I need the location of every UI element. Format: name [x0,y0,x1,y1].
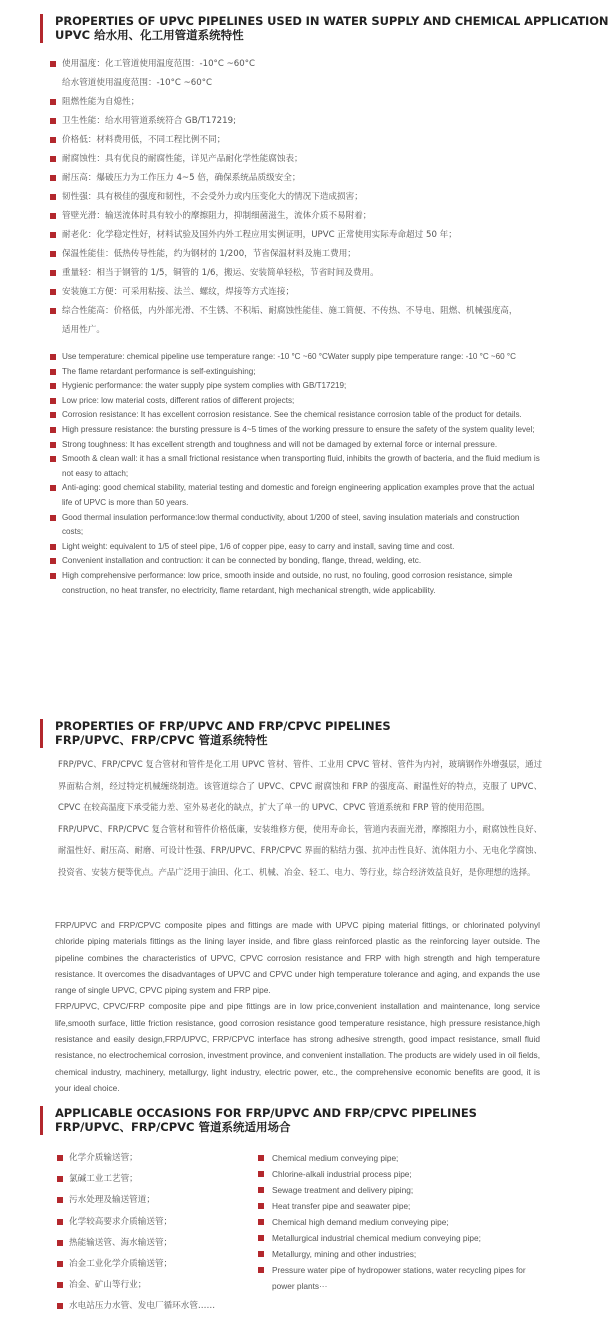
bullet-square-icon [50,137,56,143]
list-item-text: Chemical high demand medium conveying pipe; [272,1217,449,1227]
bullet-square-icon [258,1267,264,1273]
bullet-square-icon [258,1219,264,1225]
bullet-square-icon [50,398,56,404]
list-item-text: 水电站压力水管、发电厂循环水管…… [69,1301,216,1312]
bullet-square-icon [50,485,56,491]
list-item-text: Chlorine-alkali industrial process pipe; [272,1169,412,1179]
bullet-square-icon [50,118,56,124]
list-item [50,511,540,540]
section-title-en: APPLICABLE OCCASIONS FOR FRP/UPVC AND FRP/CPVC PIPELINES [55,1106,477,1120]
list-item [57,1169,257,1190]
paragraph: FRP/UPVC、FRP/CPVC 复合管材和管件价格低廉，安装维修方便，使用寿命长，管道内表面光滑，摩擦阻力小，耐腐蚀性良好、耐温性好、耐压高、耐磨、可设计性强、FRP/UPVC、FRP/CPVC 界面的粘结力强、抗冲击性良好、流体阻力小、无电化学腐蚀、投资省、安装方便等优点。产品广泛用于油田、化工、机械、冶金、轻工、电力、等行业，综合经济效益良好，是你理想的选择。 [58,823,542,877]
list-item-text: 化学较高要求介质输送管； [69,1216,173,1227]
list-item [50,131,550,150]
list-item-text: 耐腐蚀性：具有优良的耐腐性能，详见产品耐化学性能腐蚀表； [62,154,303,164]
list-item-text: Chemical medium conveying pipe; [272,1153,399,1163]
list-item [50,350,540,365]
list-item-text: Convenient installation and contruction: it can be connected by bonding, flange, thread, welding, etc. [62,556,422,566]
section-title-en: PROPERTIES OF UPVC PIPELINES USED IN WATER SUPPLY AND CHEMICAL APPLICATION [55,14,609,28]
bullet-square-icon [50,61,56,67]
list-item-text: 氯碱工业工艺管； [69,1174,138,1185]
bullet-square-icon [50,354,56,360]
section-title-en: PROPERTIES OF FRP/UPVC AND FRP/CPVC PIPELINES [55,719,391,733]
list-item-text: Low price: low material costs, different ratios of different projects; [62,395,295,405]
list-item-text: High comprehensive performance: low price, smooth inside and outside, no rust, no fouling, good corrosion resistance, simple construction, no heat transfer, no electricity, flame retardant, high mechanical strength, wide applicability. [62,570,513,595]
bullet-square-icon [50,99,56,105]
list-item [57,1254,257,1275]
list-item [50,188,550,207]
list-item-text: 化学介质输送管； [69,1153,138,1163]
bullet-square-icon [57,1176,63,1182]
bullet-square-icon [50,412,56,418]
bullet-square-icon [57,1282,63,1288]
list-item-text: 重量轻：相当于钢管的 1/5，铜管的 1/6，搬运、安装简单轻松，节省时间及费用。 [62,268,379,278]
list-item-text: Pressure water pipe of hydropower stations, water recycling pipes for power plants··· [272,1265,526,1291]
list-item [50,554,540,569]
list-item [258,1198,526,1214]
bullet-square-icon [50,156,56,162]
list-item [57,1212,257,1233]
bullet-square-icon [50,558,56,564]
list-item-text: 冶金、矿山等行业； [69,1280,147,1291]
list-item-text: 使用温度：化工管道使用温度范围：-10°C ~60°C [62,59,255,69]
bullet-square-icon [57,1240,63,1246]
section-title-zh: FRP/UPVC、FRP/CPVC 管道系统适用场合 [55,1120,291,1134]
list-item-text: 韧性强：具有极佳的强度和韧性，不会受外力或内压变化大的情况下造成损害； [62,192,363,202]
list-item [50,302,550,340]
list-item [258,1230,526,1246]
list-item [50,379,540,394]
list-item-text: 污水处理及输送管道； [69,1195,155,1206]
list-item [50,112,550,131]
occasions-zh-list [57,1148,257,1318]
section-title-zh: UPVC 给水用、化工用管道系统特性 [55,28,244,42]
list-item-text: 耐老化：化学稳定性好，材料试验及国外内外工程应用实例证明，UPVC 正常使用实际寿命超过 50 年； [62,230,457,240]
list-item [50,264,550,283]
list-item-text: Metallurgical industrial chemical medium conveying pipe; [272,1233,481,1243]
list-item-text: Strong toughness: It has excellent strength and toughness and will not be damaged by external force or internal pressure. [62,439,498,449]
bullet-square-icon [50,515,56,521]
list-item [50,150,550,169]
section-heading-upvc [40,14,608,43]
list-item [50,408,540,423]
section-heading-occasions [40,1106,477,1135]
list-item [258,1262,526,1294]
bullet-square-icon [50,544,56,550]
list-item-text: Hygienic performance: the water supply pipe system complies with GB/T17219; [62,381,347,391]
list-item-text: The flame retardant performance is self-extinguishing; [62,366,256,376]
list-item-text: Anti-aging: good chemical stability, material testing and domestic and foreign engineering application examples prove that the actual life of UPVC is more than 50 years. [62,483,535,507]
list-item-text: Good thermal insulation performance:low thermal conductivity, about 1/200 of steel, saving insulation materials and construction costs; [62,512,520,537]
list-item-text: 耐压高：爆破压力为工作压力 4~5 倍，确保系统品质级安全； [62,173,301,183]
list-item [50,540,540,555]
bullet-square-icon [50,573,56,579]
list-item [57,1275,257,1296]
list-item-text: 保温性能佳：低热传导性能，约为钢材的 1/200，节省保温材料及施工费用； [62,249,356,259]
list-item-text: Corrosion resistance: It has excellent corrosion resistance. See the chemical resistance corrosion table of the product for details. [62,410,522,420]
list-item [50,365,540,380]
bullet-square-icon [50,213,56,219]
occasions-en-list [258,1150,526,1294]
list-item [50,245,550,264]
list-item-text: Heat transfer pipe and seawater pipe; [272,1201,411,1211]
bullet-square-icon [50,289,56,295]
bullet-square-icon [50,270,56,276]
list-item [50,438,540,453]
list-item-text: Metallurgy, mining and other industries; [272,1249,417,1259]
bullet-square-icon [50,251,56,257]
list-item [258,1214,526,1230]
list-item-subtext: 适用性广。 [62,325,105,335]
list-item [50,93,550,112]
bullet-square-icon [258,1171,264,1177]
bullet-square-icon [50,442,56,448]
list-item [50,169,550,188]
list-item-text: 价格低：材料费用低，不同工程比例不同； [62,135,226,145]
list-item [258,1182,526,1198]
upvc-properties-zh-list [50,55,550,340]
list-item [57,1233,257,1254]
bullet-square-icon [258,1155,264,1161]
list-item [50,226,550,245]
list-item [50,481,540,510]
list-item-subtext: Water supply pipe temperature range: -10 °C ~60 °C [327,352,516,361]
upvc-properties-en-list [50,350,540,598]
bullet-square-icon [258,1235,264,1241]
list-item-subtext: 给水管道使用温度范围：-10°C ~60°C [62,78,213,88]
paragraph: FRP/UPVC and FRP/CPVC composite pipes and fittings are made with UPVC piping material fittings, or chlorinated polyvinyl chloride piping materials fittings as the lining layer inside, and fibre glass reinforced plastic as the reinforcing layer outside. The pipeline combines the characteristics of UPVC, CPVC corrosion resistance and FRP with high strength and high temperature resistance. It overcomes the disadvantages of UPVC and CPVC under high temperature tolerance and aging, and expands the use range of single UPVC, CPVC piping system and FRP pipe. [55,920,540,996]
list-item-text: Sewage treatment and delivery piping; [272,1185,414,1195]
list-item [50,423,540,438]
bullet-square-icon [50,232,56,238]
list-item [258,1246,526,1262]
list-item [57,1148,257,1169]
bullet-square-icon [57,1219,63,1225]
list-item [50,207,550,226]
bullet-square-icon [50,427,56,433]
bullet-square-icon [57,1197,63,1203]
paragraph: FRP/UPVC, CPVC/FRP composite pipe and pipe fittings are in low price,convenient installation and maintenance, long service life,smooth surface, little friction resistance, good corrosion resistance good temperature resistance, high pressure resistance,high resistance and easily design,FRP/UPVC, FRP/CPVC interface has strong adhesive strength, good impact resistance, small fluid resistance, no electrochemical corrosion, investment province, and convenient installation. The products are widely used in oil fields, chemical industry, machinery, metallurgy, light industry, electric power, etc., the comprehensive economic benefits are good, it is your ideal choice. [55,1001,541,1093]
list-item-text: Light weight: equivalent to 1/5 of steel pipe, 1/6 of copper pipe, easy to carry and install, saving time and cost. [62,541,455,551]
list-item [50,283,550,302]
list-item-text: Use temperature: chemical pipeline use temperature range: -10 °C ~60 °C [62,352,328,361]
bullet-square-icon [50,194,56,200]
bullet-square-icon [57,1303,63,1309]
bullet-square-icon [258,1187,264,1193]
list-item [57,1190,257,1211]
bullet-square-icon [50,175,56,181]
bullet-square-icon [57,1261,63,1267]
list-item [50,452,540,481]
list-item [50,394,540,409]
bullet-square-icon [50,369,56,375]
list-item-text: 阻燃性能为自熄性； [62,97,140,107]
bullet-square-icon [50,456,56,462]
section-heading-frp [40,719,391,748]
list-item-text: 管壁光滑：输送流体时具有较小的摩擦阻力，抑制细菌滋生，流体介质不易附着； [62,211,372,221]
frp-description-zh [58,754,542,884]
list-item-text: 安装施工方便：可采用粘接、法兰、螺纹，焊接等方式连接； [62,287,295,297]
bullet-square-icon [57,1155,63,1161]
list-item-text: 冶金工业化学介质输送管； [69,1259,173,1270]
section-title-zh: FRP/UPVC、FRP/CPVC 管道系统特性 [55,733,268,747]
list-item-text: 热能输送管、海水输送管； [69,1237,173,1248]
bullet-square-icon [50,383,56,389]
list-item [57,1296,257,1317]
list-item [50,55,550,93]
paragraph: FRP/PVC、FRP/CPVC 复合管材和管件是化工用 UPVC 管材、管件、工业用 CPVC 管材、管件为内衬，玻璃钢作外增强层，通过界面粘合剂，经过特定机械缠绕制造。该管道综合了 UPVC、CPVC 耐腐蚀和 FRP 的强度高、耐温性好的特点，克服了 UPVC、CPVC 在较高温度下承受能力差、室外易老化的缺点，扩大了单一的 UPVC、CPVC 管道系统和 FRP 管的使用范围。 [58,759,542,813]
list-item-text: 卫生性能：给水用管道系统符合 GB/T17219; [62,116,236,126]
list-item-text: 综合性能高：价格低，内外部光滑、不生锈、不积垢、耐腐蚀性能佳、施工简便、不传热、不导电、阻燃、机械强度高， [62,306,518,316]
frp-description-en [55,917,540,1096]
bullet-square-icon [258,1203,264,1209]
list-item [258,1166,526,1182]
list-item-text: Smooth & clean wall: it has a small frictional resistance when transporting fluid, inhibits the growth of bacteria, and the fluid medium is not easy to attach; [62,454,540,478]
list-item [50,569,540,598]
bullet-square-icon [50,308,56,314]
list-item [258,1150,526,1166]
bullet-square-icon [258,1251,264,1257]
list-item-text: High pressure resistance: the bursting pressure is 4~5 times of the working pressure to ensure the safety of the system quality level; [62,424,535,434]
